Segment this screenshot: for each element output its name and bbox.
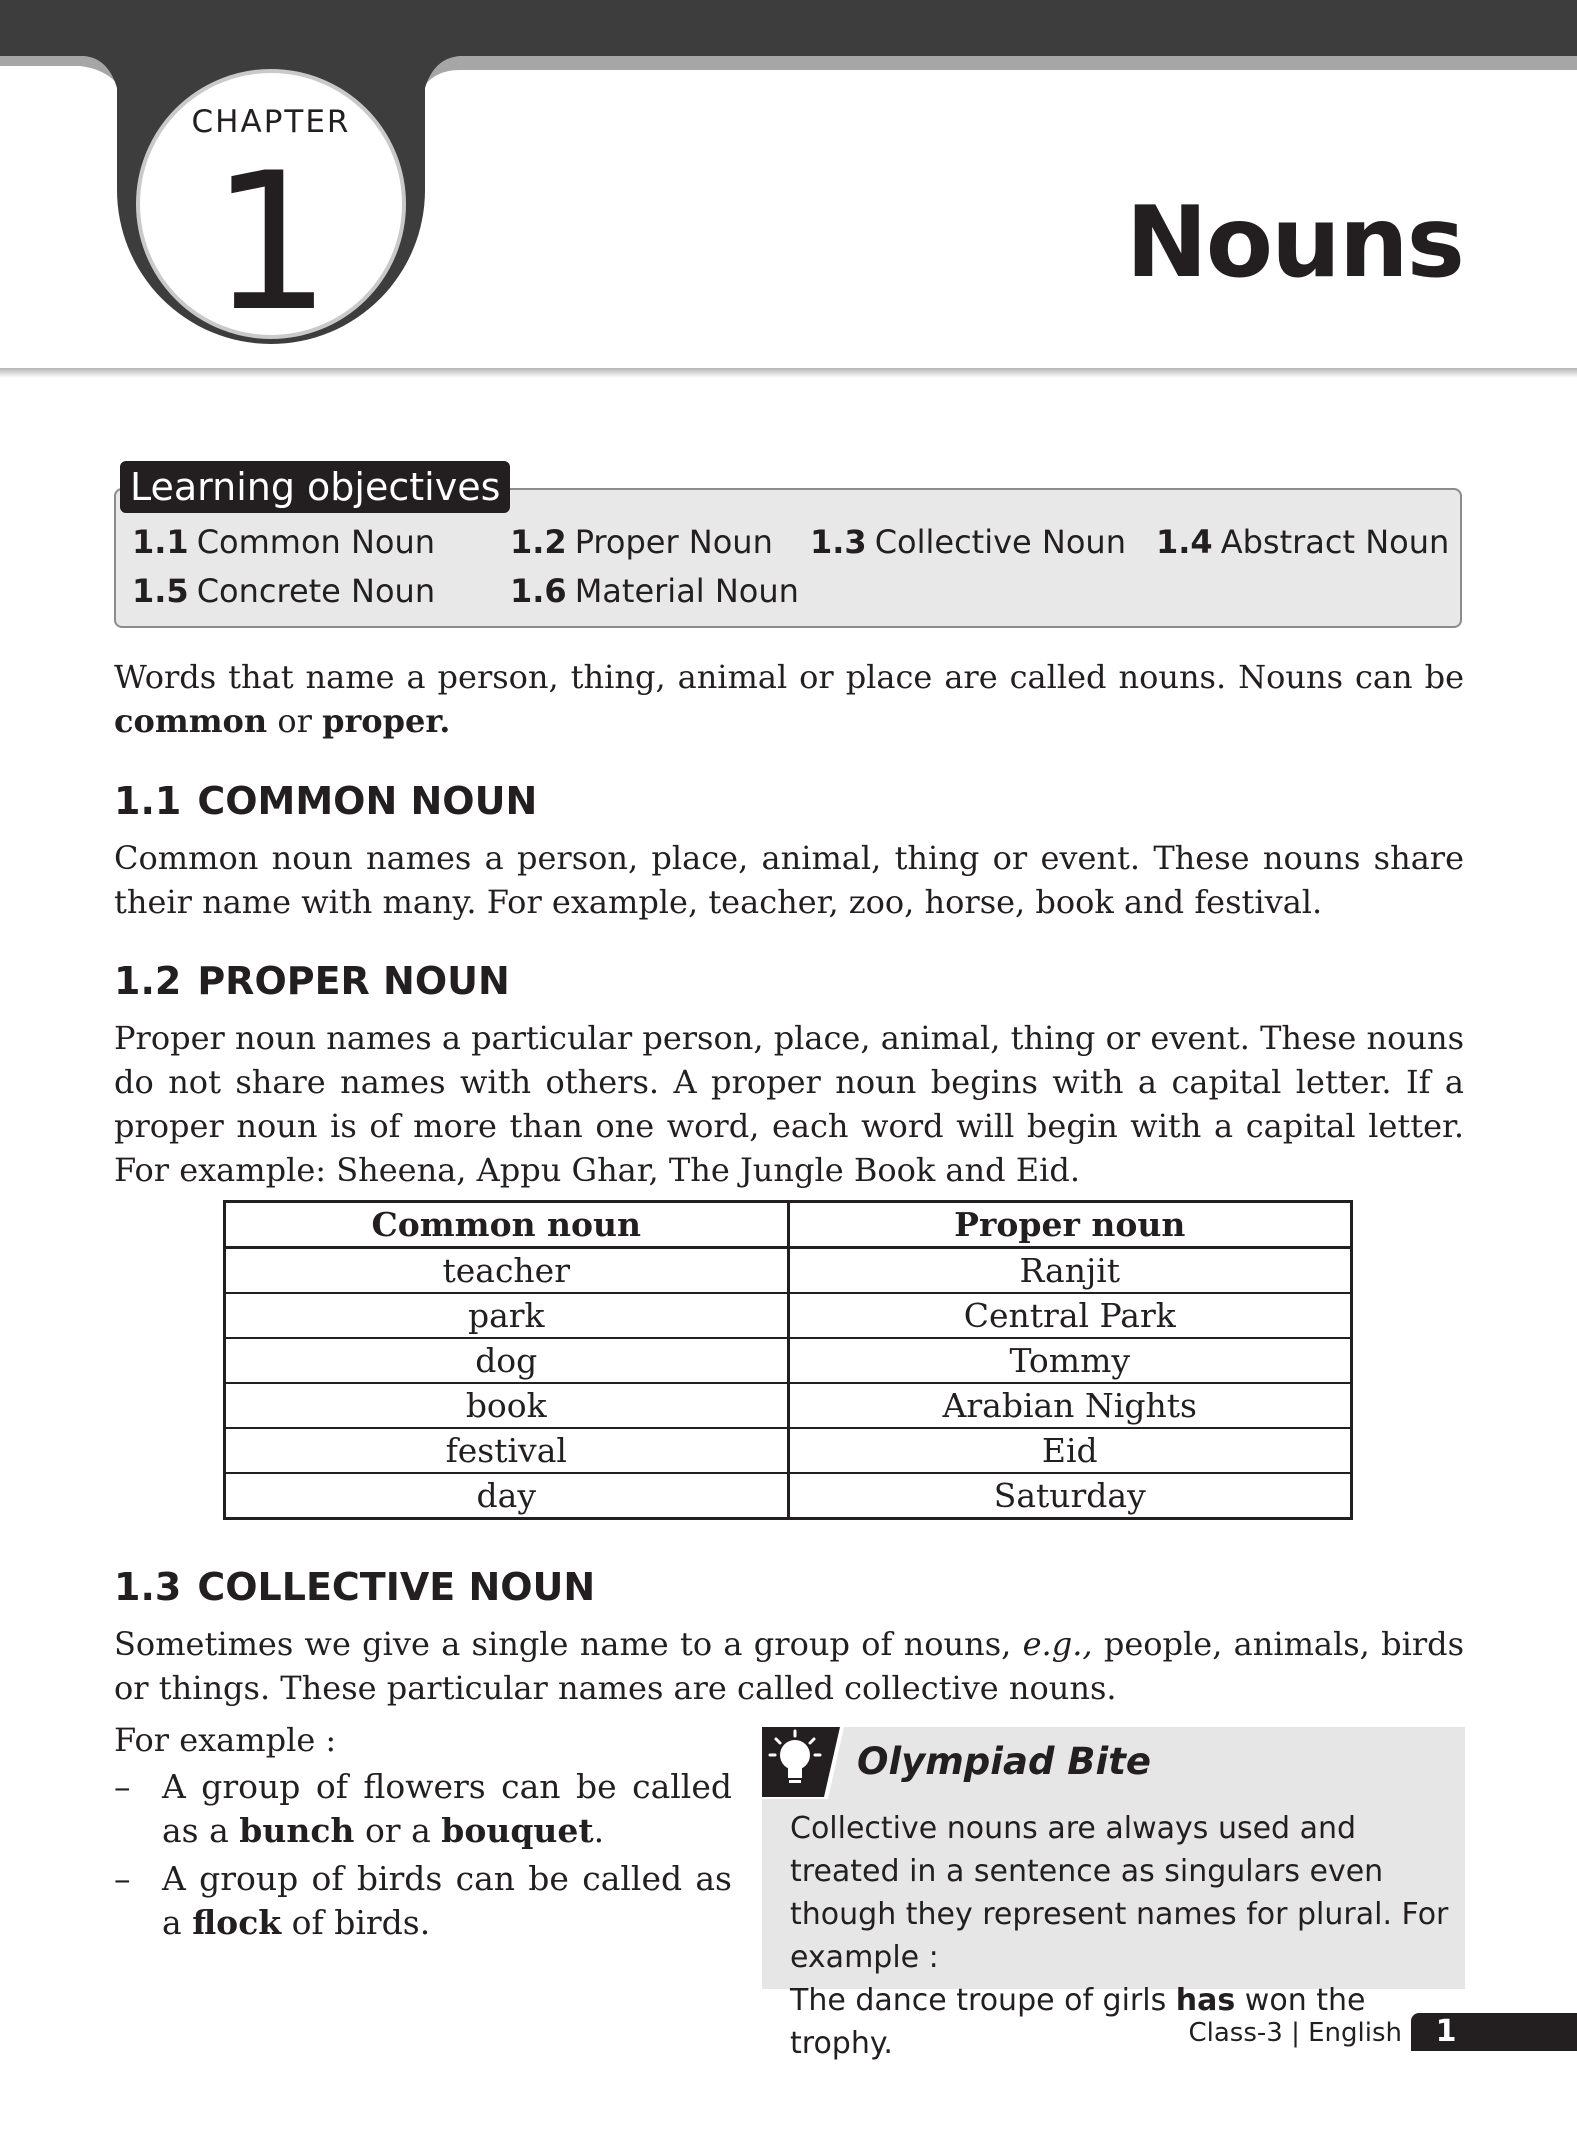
intro-bold-proper: proper. — [322, 702, 451, 740]
list-item: – A group of flowers can be called as a bunch or a bouquet. — [114, 1767, 732, 1850]
table-row — [225, 1383, 1352, 1428]
objective-label: Material Noun — [574, 572, 799, 610]
objective-item — [132, 571, 435, 611]
table-row — [225, 1338, 1352, 1383]
collective-noun-paragraph: Sometimes we give a single name to a group of nouns, e.g., people, animals, birds or things. These particular names are called collective nouns. — [114, 1625, 1465, 1707]
table-cell: Tommy — [788, 1338, 1352, 1383]
objective-label: Collective Noun — [874, 523, 1126, 561]
table-cell: Arabian Nights — [788, 1383, 1352, 1428]
objective-number: 1.5 — [132, 572, 189, 610]
list-dash: – — [114, 1767, 131, 1806]
table-header-cell: Proper noun — [788, 1202, 1352, 1248]
table-cell: teacher — [225, 1248, 789, 1294]
table-header-row — [225, 1202, 1352, 1248]
section-heading-collective-noun: 1.3 COLLECTIVE NOUN — [114, 1565, 596, 1609]
olympiad-bite-title: Olympiad Bite — [857, 1740, 1151, 1783]
objective-number: 1.6 — [510, 572, 567, 610]
page-number: 1 — [1435, 2014, 1457, 2049]
chapter-label: CHAPTER — [191, 104, 351, 140]
bulb-icon — [762, 1727, 858, 1799]
footer-label — [1188, 2013, 1402, 2053]
objective-label: Concrete Noun — [196, 572, 436, 610]
objective-item — [810, 522, 1126, 562]
table-row — [225, 1473, 1352, 1519]
table-cell: Eid — [788, 1428, 1352, 1473]
example-intro: For example : — [114, 1721, 337, 1759]
table-cell: park — [225, 1293, 789, 1338]
noun-comparison-table — [223, 1200, 1353, 1520]
objective-number: 1.4 — [1156, 523, 1213, 561]
list-dash: – — [114, 1859, 131, 1898]
objective-label: Proper Noun — [574, 523, 773, 561]
objective-number: 1.3 — [810, 523, 867, 561]
chapter-number: 1 — [210, 132, 332, 353]
intro-bold-common: common — [114, 702, 268, 740]
common-noun-paragraph: Common noun names a person, place, animal, thing or event. These nouns share their name with many. For example, teacher, zoo, horse, book and festival. — [114, 839, 1464, 921]
section-heading-proper-noun: 1.2 PROPER NOUN — [114, 959, 510, 1003]
intro-paragraph: Words that name a person, thing, animal or place are called nouns. Nouns can be common or proper. — [114, 658, 1464, 740]
learning-objectives-title: Learning objectives — [120, 461, 510, 513]
section-heading-common-noun: 1.1 COMMON NOUN — [114, 779, 538, 823]
objective-item — [510, 571, 799, 611]
table-cell: dog — [225, 1338, 789, 1383]
proper-noun-paragraph: Proper noun names a particular person, place, animal, thing or event. These nouns do not share names with others. A proper noun begins with a capital letter. If a proper noun is of more than one word, each word will begin with a capital letter. For example: Sheena, Appu Ghar, The Jungle Book and Eid. — [114, 1019, 1465, 1189]
table-header-cell: Common noun — [225, 1202, 789, 1248]
objective-item — [510, 522, 773, 562]
footer-class: Class-3 — [1188, 2018, 1283, 2048]
page-title: Nouns — [1125, 186, 1463, 300]
table-row — [225, 1248, 1352, 1294]
table-cell: day — [225, 1473, 789, 1519]
table-row — [225, 1428, 1352, 1473]
objective-label: Abstract Noun — [1220, 523, 1450, 561]
objective-item — [132, 522, 435, 562]
footer-subject: English — [1308, 2018, 1402, 2048]
objective-number: 1.1 — [132, 523, 189, 561]
objective-number: 1.2 — [510, 523, 567, 561]
table-cell: festival — [225, 1428, 789, 1473]
table-cell: Ranjit — [788, 1248, 1352, 1294]
table-cell: Saturday — [788, 1473, 1352, 1519]
footer-separator: | — [1291, 2018, 1300, 2048]
objective-item — [1156, 522, 1449, 562]
table-cell: book — [225, 1383, 789, 1428]
table-row — [225, 1293, 1352, 1338]
olympiad-bite-text: Collective nouns are always used and treated in a sentence as singulars even though they represent names for plural. For example : The dance troupe of girls has won the trophy. — [790, 1811, 1449, 2061]
table-cell: Central Park — [788, 1293, 1352, 1338]
objective-label: Common Noun — [196, 523, 436, 561]
list-item: – A group of birds can be called as a flock of birds. — [114, 1859, 732, 1942]
